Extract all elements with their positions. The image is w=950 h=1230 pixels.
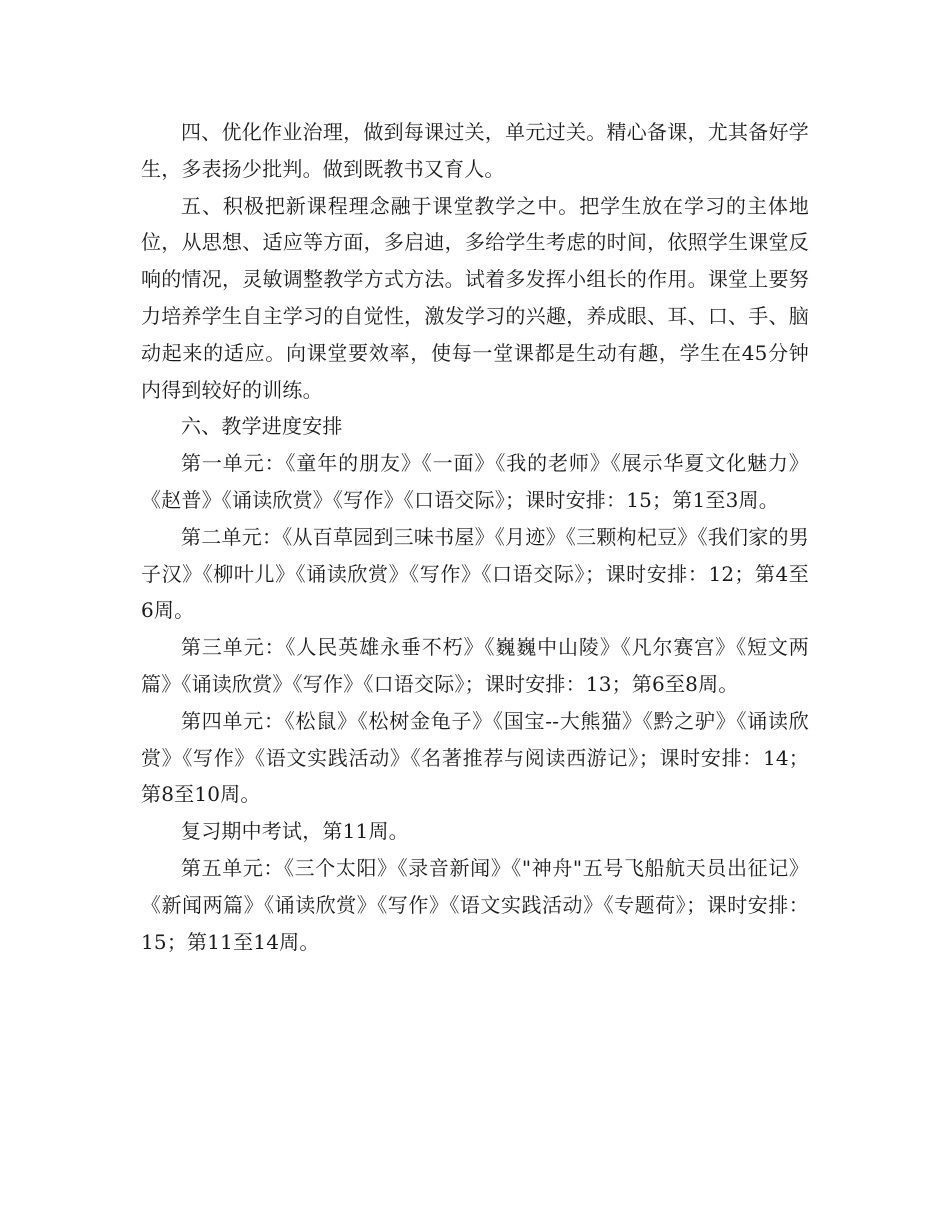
paragraph-schedule-heading: 六、教学进度安排 — [181, 414, 343, 439]
paragraph-unit-1: 第一单元：《童年的朋友》《一面》《我的老师》《展示华夏文化魅力》《赵普》《诵读欣赏》《写作》《口语交际》；课时安排：15；第1至3周。 — [141, 451, 809, 512]
paragraph-unit-2: 第二单元：《从百草园到三味书屋》《月迹》《三颗枸杞豆》《我们家的男子汉》《柳叶儿》《诵读欣赏》《写作》《口语交际》；课时安排：12；第4至6周。 — [141, 524, 809, 623]
paragraph-unit-5: 第五单元：《三个太阳》《录音新闻》《"神舟"五号飞船航天员出征记》《新闻两篇》《诵读欣赏》《写作》《语文实践活动》《专题荷》；课时安排：15；第11至14周。 — [141, 855, 809, 954]
paragraph-midterm-review: 复习期中考试，第11周。 — [181, 819, 409, 844]
paragraph-unit-4: 第四单元：《松鼠》《松树金龟子》《国宝--大熊猫》《黔之驴》《诵读欣赏》《写作》《语文实践活动》《名著推荐与阅读西游记》；课时安排：14；第8至10周。 — [141, 708, 809, 807]
paragraph-unit-3: 第三单元：《人民英雄永垂不朽》《巍巍中山陵》《凡尔赛宫》《短文两篇》《诵读欣赏》《写作》《口语交际》；课时安排：13；第6至8周。 — [141, 635, 809, 696]
document-page — [141, 114, 809, 960]
paragraph-new-curriculum: 五、积极把新课程理念融于课堂教学之中。把学生放在学习的主体地位，从思想、适应等方面，多启迪，多给学生考虑的时间，依照学生课堂反响的情况，灵敏调整教学方式方法。试着多发挥小组长的作用。课堂上要努力培养学生自主学习的自觉性，激发学习的兴趣，养成眼、耳、口、手、脑动起来的适应。向课堂要效率，使每一堂课都是生动有趣，学生在45分钟内得到较好的训练。 — [141, 193, 809, 402]
paragraph-homework-management: 四、优化作业治理，做到每课过关，单元过关。精心备课，尤其备好学生，多表扬少批判。做到既教书又育人。 — [141, 120, 809, 181]
